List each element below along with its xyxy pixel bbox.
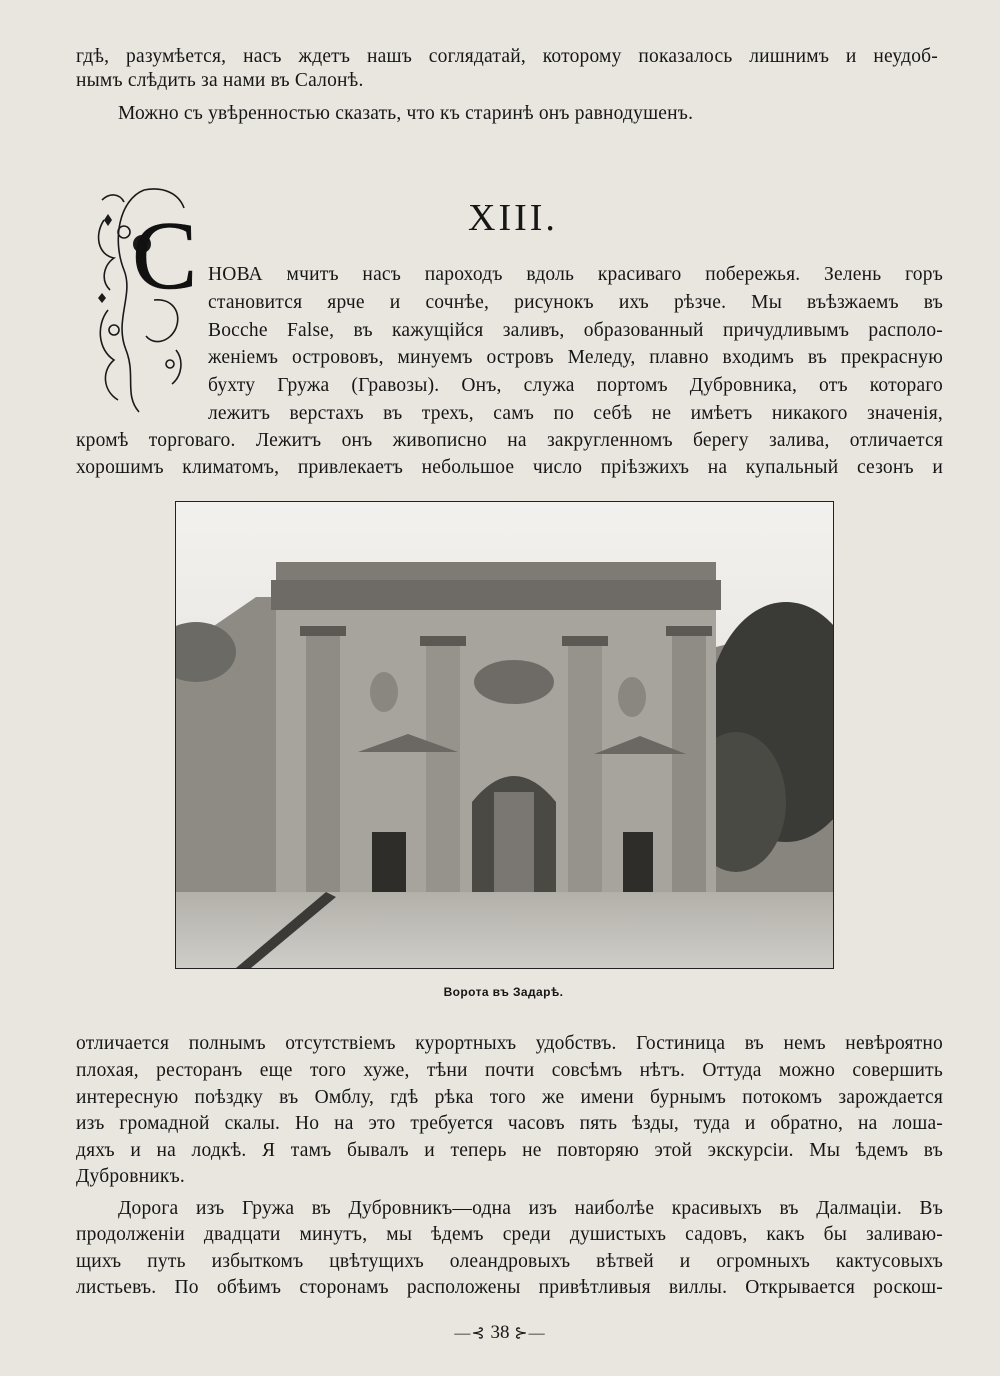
ornament-right-icon: ⊱— xyxy=(514,1325,546,1342)
paragraph: Можно съ увѣренностью сказать, что къ старинѣ онъ равнодушенъ. xyxy=(118,103,694,124)
text-line: интересную поѣздку въ Омблу, гдѣ рѣка того же имени бурнымъ потокомъ зарождается xyxy=(76,1087,943,1108)
text-line: отличается полнымъ отсутствіемъ курортныхъ удобствъ. Гостиница въ немъ невѣроятно xyxy=(76,1033,943,1054)
page-number-value: 38 xyxy=(490,1322,510,1343)
text-line: гдѣ, разумѣется, насъ ждетъ нашъ соглядатай, которому показалось лишнимъ и неудоб- xyxy=(76,46,938,67)
text-line: изъ громадной скалы. Но на это требуется часовъ пять ѣзды, туда и обратно, на лоша- xyxy=(76,1113,943,1134)
text-line: щихъ путь избыткомъ цвѣтущихъ олеандровыхъ вѣтвей и огромныхъ кактусовыхъ xyxy=(76,1251,943,1272)
page-number xyxy=(0,1322,1000,1344)
text-line: Bocche False, въ кажущійся заливъ, образованный причудливымъ располо- xyxy=(208,320,943,341)
text-line: становится ярче и сочнѣе, рисунокъ ихъ рѣзче. Мы въѣзжаемъ въ xyxy=(208,292,943,313)
text-line: Дорога изъ Гружа въ Дубровникъ—одна изъ наиболѣе красивыхъ въ Далмаціи. Въ xyxy=(118,1198,943,1219)
text-line: плохая, ресторанъ еще того хуже, тѣни почти совсѣмъ нѣтъ. Оттуда можно совершить xyxy=(76,1060,943,1081)
text-line: лежитъ верстахъ въ трехъ, самъ по себѣ не имѣетъ никакого значенія, xyxy=(208,403,943,424)
text-line: женіемъ острововъ, минуемъ островъ Меледу, плавно входимъ въ прекрасную xyxy=(208,347,943,368)
figure-caption: Ворота въ Задарѣ. xyxy=(443,985,564,999)
text-line: листьевъ. По обѣимъ сторонамъ расположены привѣтливыя виллы. Открывается роскош- xyxy=(76,1277,943,1298)
ornamental-dropcap-icon xyxy=(84,180,206,420)
text-line: Дубровникъ. xyxy=(76,1166,185,1187)
text-line: НОВА мчитъ насъ пароходъ вдоль красиваго побережья. Зелень горъ xyxy=(208,264,943,285)
gate-photograph xyxy=(175,501,834,969)
ornament-left-icon: —⊰ xyxy=(454,1325,486,1342)
text-line: бухту Гружа (Гравозы). Онъ, служа портомъ Дубровника, отъ котораго xyxy=(208,375,943,396)
text-line: кромѣ торговаго. Лежитъ онъ живописно на закругленномъ берегу залива, отличается xyxy=(76,430,943,451)
gate-illustration xyxy=(176,502,833,968)
text-line: продолженіи двадцати минутъ, мы ѣдемъ среди душистыхъ садовъ, какъ бы заливаю- xyxy=(76,1224,943,1245)
text-line: хорошимъ климатомъ, привлекаетъ небольшое число пріѣзжихъ на купальный сезонъ и xyxy=(76,457,943,478)
svg-text:С: С xyxy=(132,202,198,310)
chapter-heading: XIII. xyxy=(468,197,558,239)
text-line: дяхъ и на лодкѣ. Я тамъ бывалъ и теперь не повторяю этой экскурсіи. Мы ѣдемъ въ xyxy=(76,1140,943,1161)
text-line: нымъ слѣдить за нами въ Салонѣ. xyxy=(76,70,364,91)
